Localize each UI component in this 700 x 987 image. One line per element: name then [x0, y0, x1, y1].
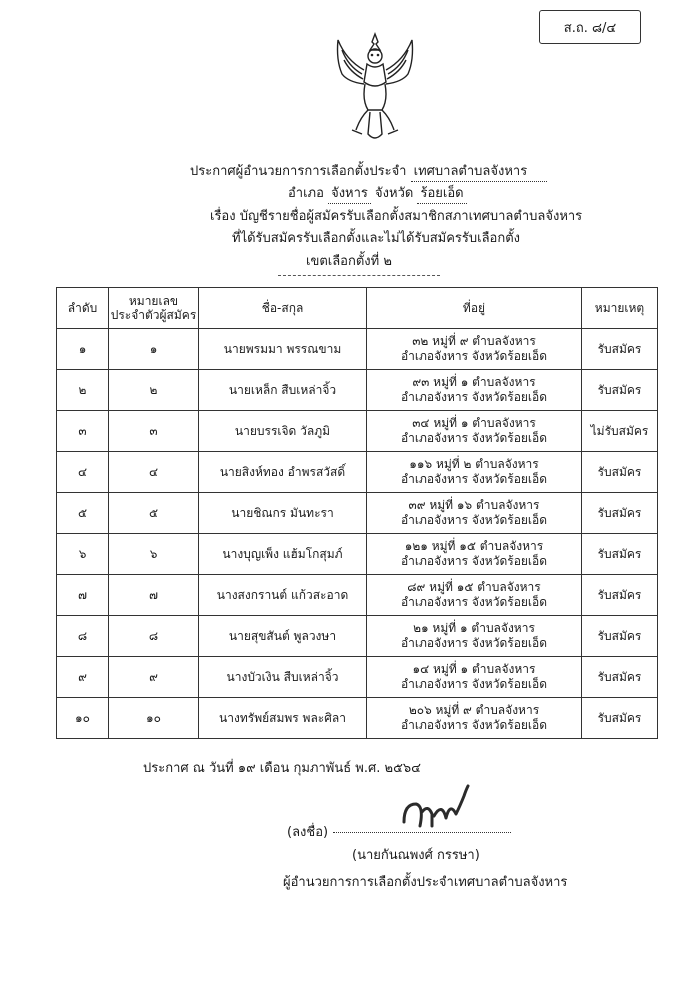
cell-address: [367, 452, 582, 493]
cell-note: รับสมัคร: [582, 534, 658, 575]
cell-note: รับสมัคร: [582, 370, 658, 411]
cell-id: ๘: [109, 616, 199, 657]
cell-no: ๕: [57, 493, 109, 534]
signatory-name: (นายกันณพงศ์ กรรษา): [352, 848, 480, 863]
cell-address: [367, 411, 582, 452]
table-row: [57, 411, 658, 452]
address-line-2: อำเภอจังหาร จังหวัดร้อยเอ็ด: [400, 595, 548, 609]
header-line-1: [190, 160, 547, 182]
address-line-2: อำเภอจังหาร จังหวัดร้อยเอ็ด: [400, 431, 548, 445]
address-line-2: อำเภอจังหาร จังหวัดร้อยเอ็ด: [400, 472, 548, 486]
address-line-1: ๙๓ หมู่ที่ ๑ ตำบลจังหาร: [412, 375, 536, 389]
cell-name: นายสุขสันต์ พูลวงษา: [199, 616, 367, 657]
header-line-2: [288, 182, 467, 204]
address-line-1: ๑๔ หมู่ที่ ๑ ตำบลจังหาร: [412, 662, 536, 676]
table-header-row: [57, 288, 658, 329]
cell-address: [367, 534, 582, 575]
table-row: [57, 698, 658, 739]
signatory-position: ผู้อำนวยการการเลือกตั้งประจำเทศบาลตำบลจังหาร: [283, 875, 568, 890]
column-header-id-line2: ประจำตัวผู้สมัคร: [110, 308, 197, 322]
cell-id: ๗: [109, 575, 199, 616]
address-line-1: ๓๒ หมู่ที่ ๙ ตำบลจังหาร: [412, 334, 536, 348]
cell-no: ๑๐: [57, 698, 109, 739]
cell-no: ๓: [57, 411, 109, 452]
cell-address: [367, 657, 582, 698]
announce-date: ประกาศ ณ วันที่ ๑๙ เดือน กุมภาพันธ์ พ.ศ. ๒๕๖๔: [143, 761, 422, 776]
cell-note: รับสมัคร: [582, 657, 658, 698]
table-row: [57, 657, 658, 698]
header-prefix: ประกาศผู้อำนวยการการเลือกตั้งประจำ: [190, 164, 407, 179]
table-row: [57, 493, 658, 534]
cell-id: ๖: [109, 534, 199, 575]
cell-name: นายสิงห์ทอง อำพรสวัสดิ์: [199, 452, 367, 493]
cell-no: ๙: [57, 657, 109, 698]
column-header-address: ที่อยู่: [367, 288, 582, 329]
cell-address: [367, 329, 582, 370]
cell-address: [367, 616, 582, 657]
cell-id: ๔: [109, 452, 199, 493]
address-line-2: อำเภอจังหาร จังหวัดร้อยเอ็ด: [400, 636, 548, 650]
province-value: ร้อยเอ็ด: [417, 182, 466, 204]
cell-name: นายชิณกร มันทะรา: [199, 493, 367, 534]
cell-address: [367, 370, 582, 411]
cell-note: รับสมัคร: [582, 698, 658, 739]
header-subject: เรื่อง บัญชีรายชื่อผู้สมัครรับเลือกตั้งสมาชิกสภาเทศบาลตำบลจังหาร: [210, 209, 583, 224]
address-line-1: ๓๔ หมู่ที่ ๑ ตำบลจังหาร: [412, 416, 536, 430]
cell-name: นายพรมมา พรรณขาม: [199, 329, 367, 370]
cell-no: ๘: [57, 616, 109, 657]
cell-name: นางบัวเงิน สืบเหล่าจิ้ว: [199, 657, 367, 698]
header-subject-detail: ที่ได้รับสมัครรับเลือกตั้งและไม่ได้รับสมัครรับเลือกตั้ง: [232, 231, 521, 246]
column-header-id-line1: หมายเลข: [128, 294, 179, 308]
cell-no: ๒: [57, 370, 109, 411]
table-row: [57, 534, 658, 575]
table-row: [57, 616, 658, 657]
address-line-1: ๘๙ หมู่ที่ ๑๕ ตำบลจังหาร: [407, 580, 541, 594]
candidate-table-body: [57, 329, 658, 739]
cell-name: นายเหล็ก สืบเหล่าจิ้ว: [199, 370, 367, 411]
cell-note: รับสมัคร: [582, 493, 658, 534]
header-constituency: เขตเลือกตั้งที่ ๒: [306, 254, 392, 269]
address-line-1: ๒๐๖ หมู่ที่ ๙ ตำบลจังหาร: [408, 703, 540, 717]
garuda-emblem-icon: [332, 30, 418, 148]
address-line-2: อำเภอจังหาร จังหวัดร้อยเอ็ด: [400, 513, 548, 527]
form-code-box: [539, 10, 641, 44]
cell-id: ๙: [109, 657, 199, 698]
column-header-name: ชื่อ-สกุล: [199, 288, 367, 329]
cell-id: ๒: [109, 370, 199, 411]
address-line-2: อำเภอจังหาร จังหวัดร้อยเอ็ด: [400, 349, 548, 363]
cell-no: ๔: [57, 452, 109, 493]
table-row: [57, 575, 658, 616]
cell-address: [367, 575, 582, 616]
cell-name: นายบรรเจิด วัลภูมิ: [199, 411, 367, 452]
table-row: [57, 370, 658, 411]
candidate-table: [56, 287, 658, 739]
cell-note: รับสมัคร: [582, 575, 658, 616]
cell-no: ๖: [57, 534, 109, 575]
address-line-2: อำเภอจังหาร จังหวัดร้อยเอ็ด: [400, 390, 548, 404]
cell-address: [367, 493, 582, 534]
header-organization: เทศบาลตำบลจังหาร: [411, 160, 547, 182]
cell-id: ๑๐: [109, 698, 199, 739]
cell-name: นางสงกรานต์ แก้วสะอาด: [199, 575, 367, 616]
table-row: [57, 329, 658, 370]
district-label: อำเภอ: [288, 186, 324, 201]
column-header-note: หมายเหตุ: [582, 288, 658, 329]
cell-address: [367, 698, 582, 739]
cell-no: ๗: [57, 575, 109, 616]
cell-note: ไม่รับสมัคร: [582, 411, 658, 452]
column-header-candidate-id: [109, 288, 199, 329]
cell-name: นางทรัพย์สมพร พละศิลา: [199, 698, 367, 739]
cell-note: รับสมัคร: [582, 616, 658, 657]
address-line-2: อำเภอจังหาร จังหวัดร้อยเอ็ด: [400, 718, 548, 732]
cell-id: ๓: [109, 411, 199, 452]
cell-name: นางบุญเพ็ง แฮ้มโกสุมภ์: [199, 534, 367, 575]
province-label: จังหวัด: [375, 186, 414, 201]
cell-note: รับสมัคร: [582, 329, 658, 370]
column-header-no: ลำดับ: [57, 288, 109, 329]
cell-id: ๑: [109, 329, 199, 370]
address-line-2: อำเภอจังหาร จังหวัดร้อยเอ็ด: [400, 554, 548, 568]
address-line-1: ๑๒๑ หมู่ที่ ๑๕ ตำบลจังหาร: [404, 539, 544, 553]
signature-line: [333, 832, 511, 833]
address-line-1: ๑๑๖ หมู่ที่ ๒ ตำบลจังหาร: [409, 457, 539, 471]
district-value: จังหาร: [328, 182, 371, 204]
address-line-1: ๒๑ หมู่ที่ ๑ ตำบลจังหาร: [413, 621, 535, 635]
table-row: [57, 452, 658, 493]
signature-label: (ลงชื่อ): [287, 825, 329, 840]
cell-note: รับสมัคร: [582, 452, 658, 493]
handwritten-signature: [398, 782, 470, 834]
address-line-2: อำเภอจังหาร จังหวัดร้อยเอ็ด: [400, 677, 548, 691]
address-line-1: ๓๙ หมู่ที่ ๑๖ ตำบลจังหาร: [408, 498, 540, 512]
cell-id: ๕: [109, 493, 199, 534]
form-code: ส.ถ. ๘/๔: [563, 20, 617, 36]
header-separator: [278, 275, 440, 276]
cell-no: ๑: [57, 329, 109, 370]
